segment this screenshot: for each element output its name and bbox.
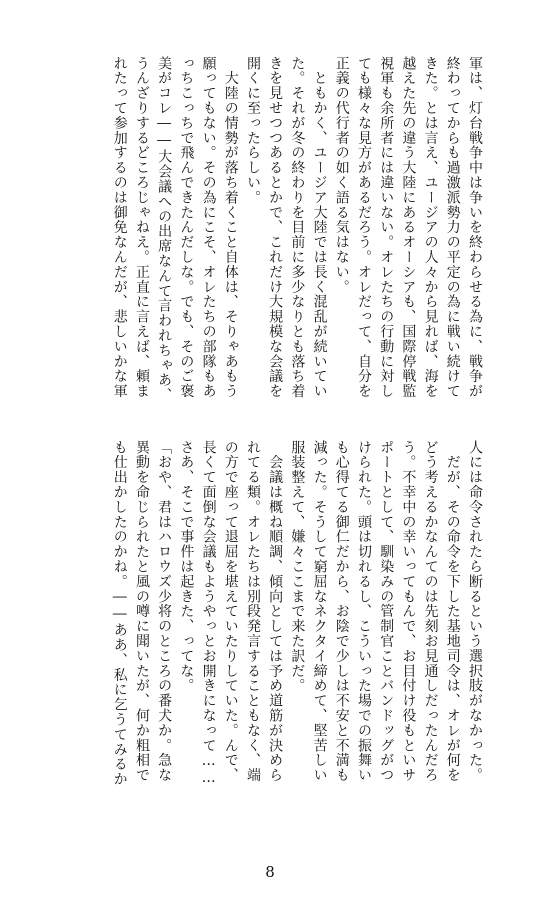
text-line: れてる類。オレたちは別段発言することもなく、端: [244, 440, 261, 783]
text-line: 願ってもない。その為にこそ、オレたちの部隊もあ: [200, 56, 217, 399]
text-line: 異動を命じられたと風の噂に聞いたが、何か粗相で: [133, 440, 150, 783]
text-line: 会議は概ね順調、傾向としては予め道筋が決めら: [267, 440, 284, 783]
text-line: ポートとして、馴染みの管制官ことバンドッグがつ: [378, 440, 395, 783]
text-line: う。不幸中の幸いってもんで、お目付け役もといサ: [400, 440, 417, 783]
text-line: きた。とは言え、ユージアの人々から見れば、海を: [422, 56, 439, 399]
lower-text-block: [109, 440, 486, 792]
text-line: どう考えるかなんてのは先刻お見通しだったんだろ: [422, 440, 439, 783]
text-line: 越えた先の違う大陸にあるオーシアも、国際停戦監: [400, 56, 417, 399]
text-line: ても様々な見方があるだろう。オレだって、自分を: [355, 56, 372, 399]
text-line: 終わってからも過激派勢力の平定の為に戦い続けて: [444, 56, 461, 399]
text-line: 正義の代行者の如く語る気はない。: [333, 56, 350, 295]
upper-text-block: [109, 56, 486, 408]
text-line: ともかく、ユージア大陸では長く混乱が続いてい: [311, 56, 328, 399]
text-line: 減った。そうして窮屈なネクタイ締めて、堅苦しい: [311, 440, 328, 783]
page-number: 8: [265, 863, 275, 881]
text-line: 大陸の情勢が落ち着くこと自体は、そりゃあもう: [222, 56, 239, 399]
text-line: うんざりするどころじゃねえ。正直に言えば、頼ま: [133, 56, 150, 399]
text-line: 人には命令されたら断るという選択肢がなかった。: [467, 440, 483, 783]
text-line: さあ、そこで事件は起きた、ってな。: [178, 440, 195, 694]
text-line: けられた。頭は切れるし、こういった場での振舞い: [355, 440, 372, 783]
text-line: 軍は、灯台戦争中は争いを終わらせる為に、戦争が: [467, 56, 483, 399]
text-line: だが、その命令を下した基地司令は、オレが何を: [444, 440, 461, 783]
text-line: た。それが冬の終わりを目前に多少なりとも落ち着: [289, 56, 306, 399]
text-line: きを見せつつあるとかで、これだけ大規模な会議を: [267, 56, 284, 399]
text-line: っちこっちで飛んできたんだしな。でも、そのご褒: [178, 56, 195, 399]
text-line: 「おや、君はハロウズ少将のところの番犬か。急な: [156, 440, 173, 783]
text-line: 視軍も余所者には違いない。オレたちの行動に対し: [378, 56, 395, 399]
text-line: 服装整えて、嫌々ここまで来た訳だ。: [289, 440, 306, 694]
text-line: 長くて面倒な会議もようやっとお開きになって……: [200, 440, 217, 787]
text-line: 美がコレ――大会議への出席なんて言われちゃあ、: [156, 56, 173, 403]
text-line: 開くに至ったらしい。: [244, 56, 261, 205]
text-line: も仕出かしたのかね。――ああ、私に乞うてみるか: [111, 440, 128, 787]
text-line: の方で座って退屈を堪えていたりしていた。んで、: [222, 440, 239, 783]
text-line: も心得てる御仁だから、お陰で少しは不安と不満も: [333, 440, 350, 783]
text-line: れたって参加するのは御免なんだが、悲しいかな軍: [111, 56, 128, 399]
